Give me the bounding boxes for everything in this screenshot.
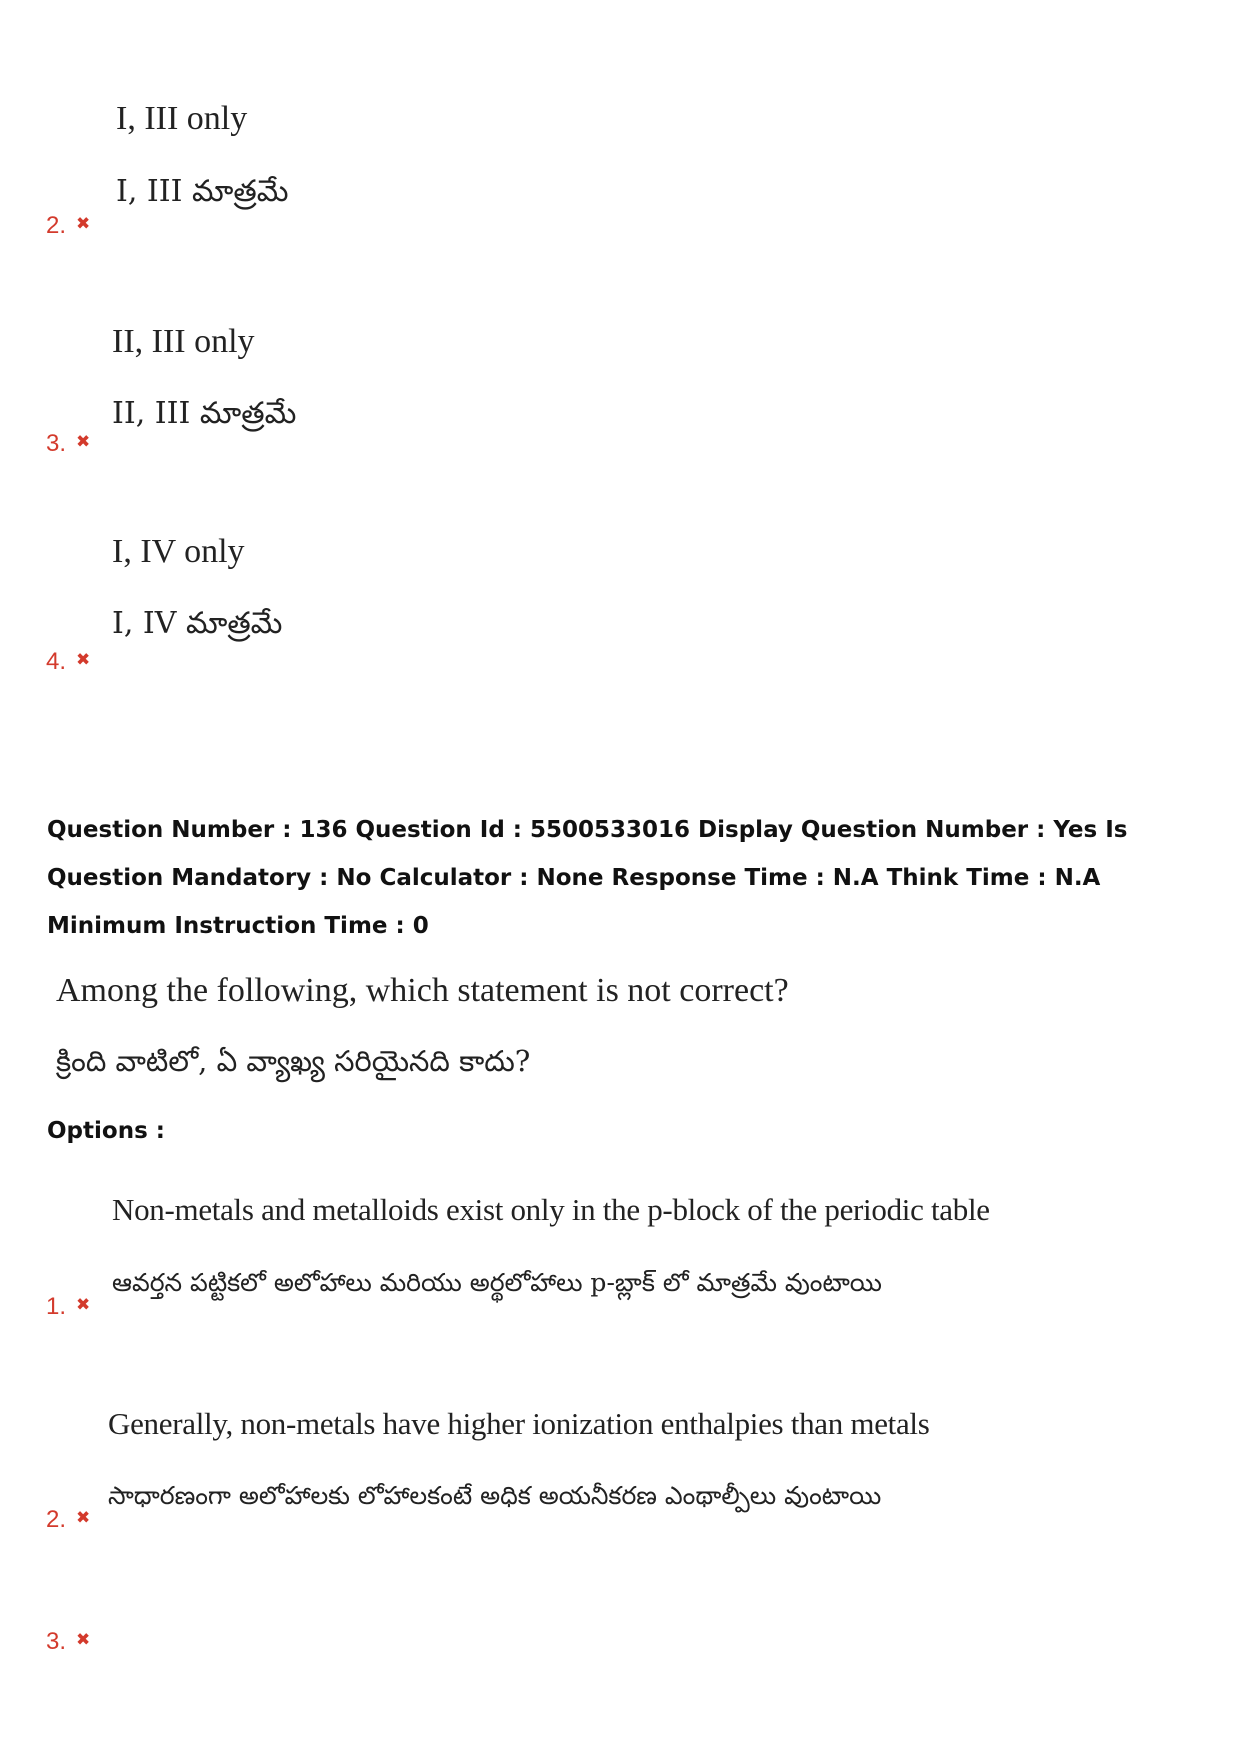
option-3-number: 3. [46,430,67,457]
wrong-icon: ✖ [76,1295,91,1315]
option-2-english: I, III only [116,100,248,137]
option-4-number: 4. [46,648,67,675]
question-text-telugu: క్రింది వాటిలో, ఏ వ్యాఖ్య సరియైనది కాదు? [56,1044,531,1078]
option-2-number: 2. [46,212,67,239]
wrong-icon: ✖ [76,1508,91,1528]
wrong-icon: ✖ [76,432,91,452]
question-option-2-telugu: సాధారణంగా అలోహాలకు లోహాలకంటే అధిక అయనీకరణ ఎంథాల్పీలు వుంటాయి [108,1481,882,1510]
wrong-icon: ✖ [76,214,91,234]
question-option-2-english: Generally, non-metals have higher ionization enthalpies than metals [108,1406,930,1441]
question-option-1-number: 1. [46,1293,67,1320]
question-option-1-telugu: ఆవర్తన పట్టికలో అలోహాలు మరియు అర్థలోహాలు p-బ్లాక్ లో మాత్రమే వుంటాయి [112,1268,882,1297]
option-4-english: I, IV only [112,533,245,570]
question-meta: Question Number : 136 Question Id : 5500533016 Display Question Number : Yes Is Question Mandatory : No Calculator : None Response Time : N.A Think Time : N.A Minimum Instruction Time : 0 [47,817,1128,939]
option-3-english: II, III only [112,323,255,360]
option-2-telugu: I, III మాత్రమే [116,174,289,209]
question-option-2-marker [46,1506,90,1534]
option-4-marker [46,648,90,676]
question-option-3-marker [46,1628,90,1656]
option-2-marker [46,212,90,240]
question-option-1-english: Non-metals and metalloids exist only in the p-block of the periodic table [112,1192,990,1227]
question-option-3-number: 3. [46,1628,67,1655]
wrong-icon: ✖ [76,1630,91,1650]
option-4-telugu: I, IV మాత్రమే [112,606,283,641]
option-3-telugu: II, III మాత్రమే [112,396,297,431]
question-option-1-marker [46,1293,90,1321]
option-3-marker [46,430,90,458]
options-label: Options : [47,1118,165,1144]
wrong-icon: ✖ [76,650,91,670]
question-text-english: Among the following, which statement is not correct? [56,972,789,1009]
question-option-2-number: 2. [46,1506,67,1533]
